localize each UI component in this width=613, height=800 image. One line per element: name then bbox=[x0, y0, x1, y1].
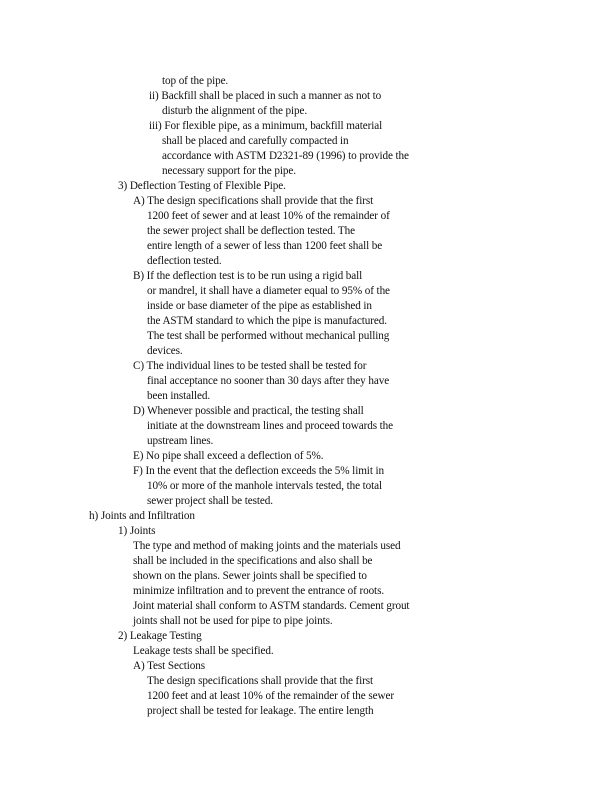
text-line: E) No pipe shall exceed a deflection of 5%. bbox=[133, 450, 324, 462]
text-line: The test shall be performed without mechanical pulling bbox=[147, 330, 390, 342]
text-line: or mandrel, it shall have a diameter equal to 95% of the bbox=[147, 285, 390, 297]
text-line: minimize infiltration and to prevent the entrance of roots. bbox=[133, 585, 385, 597]
text-line: D) Whenever possible and practical, the testing shall bbox=[133, 405, 364, 417]
text-line: joints shall not be used for pipe to pipe joints. bbox=[133, 615, 333, 627]
text-line: The type and method of making joints and the materials used bbox=[133, 540, 401, 552]
text-line: the ASTM standard to which the pipe is manufactured. bbox=[147, 315, 387, 327]
section-heading: 2) Leakage Testing bbox=[118, 630, 202, 642]
text-line: A) The design specifications shall provide that the first bbox=[133, 195, 374, 207]
text-line: disturb the alignment of the pipe. bbox=[162, 105, 308, 117]
text-line: the sewer project shall be deflection tested. The bbox=[147, 225, 355, 237]
text-line: top of the pipe. bbox=[162, 75, 229, 87]
text-line: upstream lines. bbox=[147, 435, 214, 447]
text-line: entire length of a sewer of less than 1200 feet shall be bbox=[147, 240, 383, 252]
text-line: accordance with ASTM D2321-89 (1996) to provide the bbox=[162, 150, 409, 162]
text-line: devices. bbox=[147, 345, 183, 357]
text-line: been installed. bbox=[147, 390, 211, 402]
text-line: shall be placed and carefully compacted in bbox=[162, 135, 349, 147]
text-line: The design specifications shall provide that the first bbox=[147, 675, 374, 687]
text-line: Leakage tests shall be specified. bbox=[133, 645, 274, 657]
text-line: final acceptance no sooner than 30 days after they have bbox=[147, 375, 390, 387]
section-heading: 3) Deflection Testing of Flexible Pipe. bbox=[118, 180, 286, 192]
text-line: ii) Backfill shall be placed in such a manner as not to bbox=[149, 90, 382, 102]
text-line: sewer project shall be tested. bbox=[147, 495, 273, 507]
text-line: iii) For flexible pipe, as a minimum, backfill material bbox=[149, 120, 383, 132]
text-line: C) The individual lines to be tested shall be tested for bbox=[133, 360, 367, 372]
text-line: F) In the event that the deflection exceeds the 5% limit in bbox=[133, 465, 385, 477]
text-line: B) If the deflection test is to be run using a rigid ball bbox=[133, 270, 363, 282]
text-line: 1200 feet of sewer and at least 10% of the remainder of bbox=[147, 210, 390, 222]
text-line: shall be included in the specifications and also shall be bbox=[133, 555, 373, 567]
text-line: 10% or more of the manhole intervals tested, the total bbox=[147, 480, 383, 492]
text-line: initiate at the downstream lines and proceed towards the bbox=[147, 420, 394, 432]
text-line: 1200 feet and at least 10% of the remainder of the sewer bbox=[147, 690, 394, 702]
section-heading: A) Test Sections bbox=[133, 660, 205, 672]
text-line: project shall be tested for leakage. The entire length bbox=[147, 705, 374, 717]
section-heading: h) Joints and Infiltration bbox=[89, 510, 195, 522]
text-line: deflection tested. bbox=[147, 255, 222, 267]
text-line: shown on the plans. Sewer joints shall be specified to bbox=[133, 570, 367, 582]
text-line: Joint material shall conform to ASTM standards. Cement grout bbox=[133, 600, 410, 612]
section-heading: 1) Joints bbox=[118, 525, 156, 537]
text-line: inside or base diameter of the pipe as established in bbox=[147, 300, 372, 312]
text-line: necessary support for the pipe. bbox=[162, 165, 296, 177]
